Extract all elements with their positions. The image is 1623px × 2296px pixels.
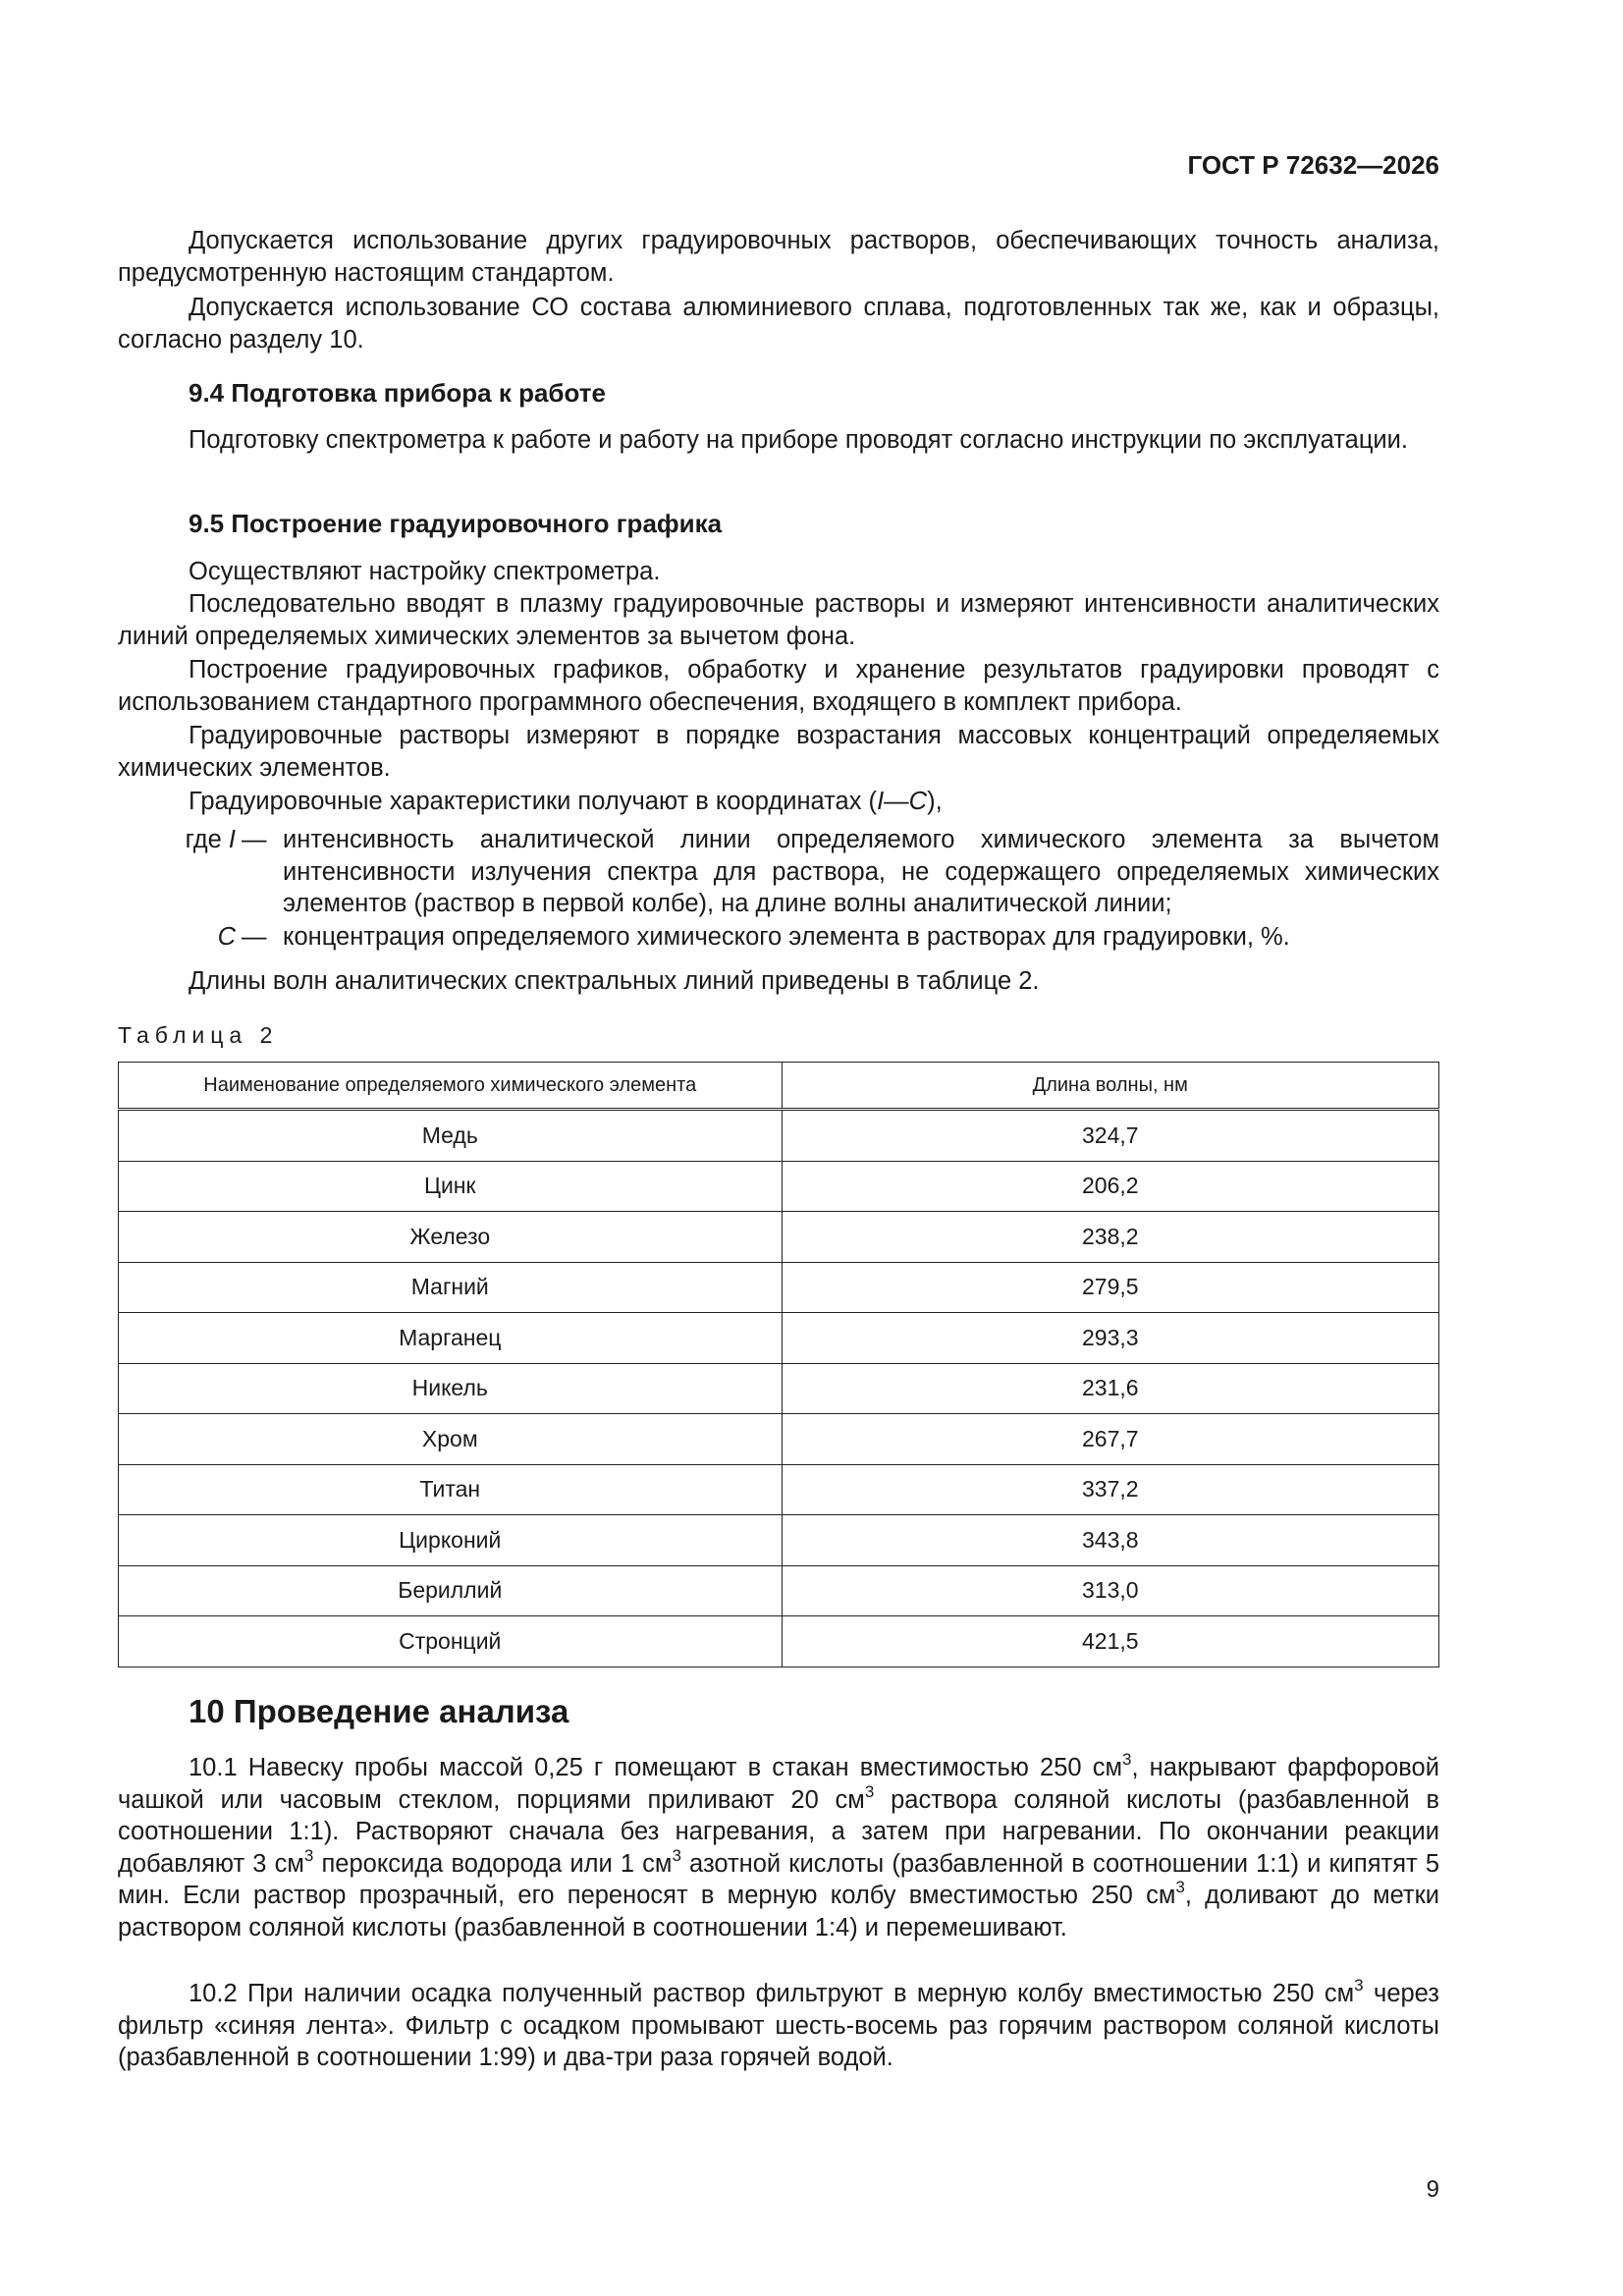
wavelength-cell: 343,8 bbox=[782, 1515, 1438, 1566]
table-body bbox=[119, 1110, 1439, 1667]
page-number: 9 bbox=[1426, 2176, 1439, 2203]
table-row bbox=[119, 1313, 1439, 1364]
section-9-4-title: 9.4 Подготовка прибора к работе bbox=[189, 378, 606, 408]
paragraph-instrument-prep: Подготовку спектрометра к работе и работу на приборе проводят согласно инструкции по эксплуатации. bbox=[189, 426, 1409, 454]
table-row bbox=[119, 1464, 1439, 1515]
table-row bbox=[119, 1262, 1439, 1313]
wavelength-cell: 267,7 bbox=[782, 1414, 1438, 1465]
element-name-cell: Стронций bbox=[119, 1616, 783, 1667]
table-row bbox=[119, 1212, 1439, 1263]
wavelength-cell: 337,2 bbox=[782, 1464, 1438, 1515]
wavelength-table bbox=[118, 1062, 1439, 1667]
paragraph-other-solutions: Допускается использование других градуировочных растворов, обеспечивающих точность анализа, предусмотренную настоящим стандартом. bbox=[118, 227, 1439, 287]
paragraph-measure-order: Градуировочные растворы измеряют в порядке возрастания массовых концентраций определяемых химических элементов. bbox=[118, 722, 1439, 782]
table-row bbox=[119, 1515, 1439, 1566]
wavelength-cell: 238,2 bbox=[782, 1212, 1438, 1263]
wavelength-cell: 279,5 bbox=[782, 1262, 1438, 1313]
table-row bbox=[119, 1161, 1439, 1212]
table-header-row bbox=[119, 1063, 1439, 1110]
section-9-5-title: 9.5 Построение градуировочного графика bbox=[189, 509, 723, 538]
table-row bbox=[119, 1565, 1439, 1616]
wavelength-cell: 293,3 bbox=[782, 1313, 1438, 1364]
wavelength-cell: 231,6 bbox=[782, 1363, 1438, 1414]
table-caption: Таблица 2 bbox=[118, 1022, 279, 1048]
element-name-cell: Магний bbox=[119, 1262, 783, 1313]
element-name-cell: Марганец bbox=[119, 1313, 783, 1364]
header-wavelength: Длина волны, нм bbox=[782, 1063, 1438, 1110]
table-row bbox=[119, 1110, 1439, 1162]
element-name-cell: Медь bbox=[119, 1110, 783, 1162]
definition-I: где I — интенсивность аналитической линии определяемого химического элемента за вычетом интенсивности излучения спектра для раствора, не содержащего определяемых химических элементов (раствор в первой колбе), на длине волны аналитической линии; bbox=[185, 826, 1439, 917]
table-row bbox=[119, 1414, 1439, 1465]
table-row bbox=[119, 1363, 1439, 1414]
paragraph-10-1: 10.1 Навеску пробы массой 0,25 г помещают в стакан вместимостью 250 $см^3$, накрывают фарфоровой чашкой или часовым стеклом, порциями приливают 20 $см^3$ раствора соляной кислоты (разбавленной в соотношении 1:1). Растворяют сначала без нагревания, а затем при нагревании. По окончании реакции добавляют 3 $см^3$ пероксида водорода или 1 $см^3$ азотной кислоты (разбавленной в соотношении 1:1) и кипятят 5 мин. Если раствор прозрачный, его переносят в мерную колбу вместимостью 250 $см^3$, доливают до метки раствором соляной кислоты (разбавленной в соотношении 1:4) и перемешивают. bbox=[118, 1750, 1440, 1941]
section-10-title: 10 Проведение анализа bbox=[189, 1693, 569, 1729]
header-element-name: Наименование определяемого химического элемента bbox=[119, 1063, 783, 1110]
paragraph-table-ref: Длины волн аналитических спектральных линий приведены в таблице 2. bbox=[189, 967, 1040, 995]
element-name-cell: Цинк bbox=[119, 1161, 783, 1212]
element-name-cell: Бериллий bbox=[119, 1565, 783, 1616]
table-row bbox=[119, 1616, 1439, 1667]
paragraph-plasma-measure: Последовательно вводят в плазму градуировочные растворы и измеряют интенсивности аналитических линий определяемых химических элементов за вычетом фона. bbox=[118, 590, 1439, 650]
wavelength-cell: 206,2 bbox=[782, 1161, 1438, 1212]
paragraph-10-2: 10.2 При наличии осадка полученный раствор фильтруют в мерную колбу вместимостью 250 $см^3$ через фильтр «синяя лента». Фильтр с осадком промывают шесть-восемь раз горячим раствором соляной кислоты (разбавленной в соотношении 1:99) и два-три раза горячей водой. bbox=[118, 1976, 1439, 2071]
definition-C: C — концентрация определяемого химического элемента в растворах для градуировки, %. bbox=[217, 923, 1290, 951]
document-header-id: ГОСТ Р 72632—2026 bbox=[1187, 150, 1439, 180]
element-name-cell: Хром bbox=[119, 1414, 783, 1465]
paragraph-co-usage: Допускается использование СО состава алюминиевого сплава, подготовленных так же, как и образцы, согласно разделу 10. bbox=[118, 294, 1439, 354]
wavelength-cell: 324,7 bbox=[782, 1110, 1438, 1162]
element-name-cell: Никель bbox=[119, 1363, 783, 1414]
paragraph-tuning: Осуществляют настройку спектрометра. bbox=[189, 558, 661, 585]
wavelength-cell: 313,0 bbox=[782, 1565, 1438, 1616]
element-name-cell: Титан bbox=[119, 1464, 783, 1515]
element-name-cell: Цирконий bbox=[119, 1515, 783, 1566]
paragraph-coordinates: Градуировочные характеристики получают в координатах (I—C), bbox=[189, 788, 943, 815]
element-name-cell: Железо bbox=[119, 1212, 783, 1263]
wavelength-cell: 421,5 bbox=[782, 1616, 1438, 1667]
paragraph-software: Построение градуировочных графиков, обработку и хранение результатов градуировки проводят с использованием стандартного программного обеспечения, входящего в комплект прибора. bbox=[118, 656, 1439, 716]
